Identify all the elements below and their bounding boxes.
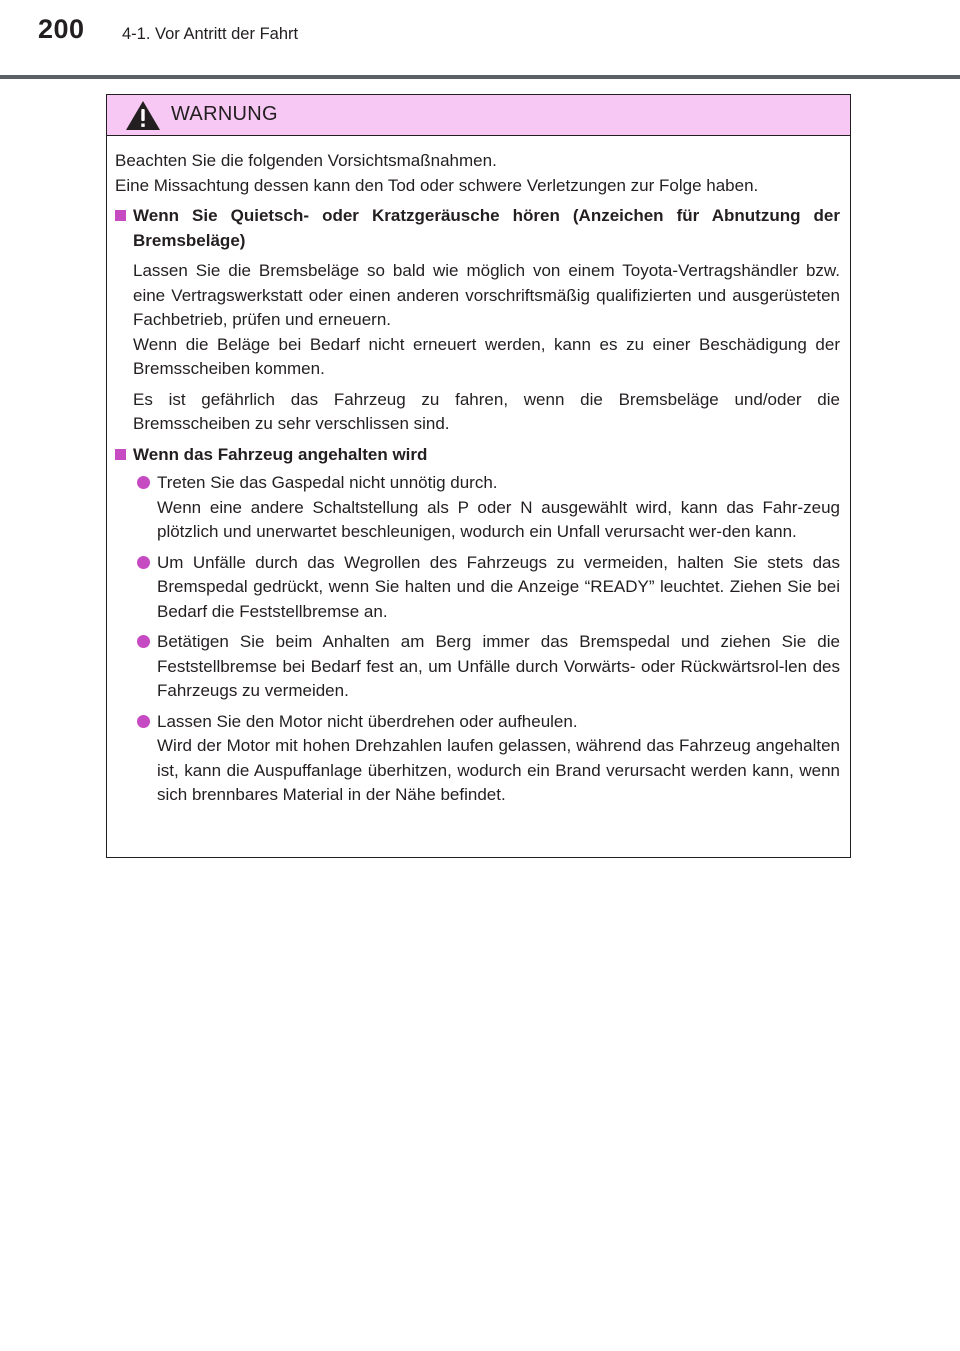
circle-bullet-icon (137, 635, 150, 648)
intro-line: Beachten Sie die folgenden Vorsichtsmaßnahmen. (115, 151, 497, 170)
bullet-line: Treten Sie das Gaspedal nicht unnötig durch. (157, 473, 498, 492)
square-bullet-icon (115, 449, 126, 460)
bullet-line: Betätigen Sie beim Anhalten am Berg immer das Bremspedal und ziehen Sie die Feststellbremse bei Bedarf fest an, um Unfälle durch Vorwärts- oder Rückwärtsrol-len des Fahrzeugs zu vermeiden. (157, 632, 840, 700)
warning-box (106, 94, 851, 858)
square-bullet-icon (115, 210, 126, 221)
bullet-line: Wird der Motor mit hohen Drehzahlen laufen gelassen, während das Fahrzeug angehalten ist, kann die Auspuffanlage überhitzen, wodurch ein Brand verursacht werden kann, wenn sich brennbares Material in der Nähe befindet. (157, 736, 840, 804)
paragraph-line: Wenn die Beläge bei Bedarf nicht erneuert werden, kann es zu einer Beschädigung der Bremsscheiben kommen. (133, 334, 840, 378)
warning-intro (115, 149, 840, 198)
bullet-line: Lassen Sie den Motor nicht überdrehen oder aufheulen. (157, 711, 578, 731)
list-item (137, 630, 840, 704)
section-heading: Wenn das Fahrzeug angehalten wird (115, 443, 840, 468)
section-brake-wear (115, 204, 840, 437)
warning-header (107, 95, 850, 136)
section-vehicle-stopped (115, 443, 840, 808)
paragraph (133, 388, 840, 437)
page-number: 200 (38, 14, 85, 44)
warning-body (107, 136, 850, 808)
bullet-list (137, 471, 840, 808)
intro-line: Eine Missachtung dessen kann den Tod oder schwere Verletzungen zur Folge haben. (115, 175, 759, 195)
list-item (137, 471, 840, 545)
circle-bullet-icon (137, 715, 150, 728)
list-item (137, 551, 840, 625)
circle-bullet-icon (137, 556, 150, 569)
paragraph-line: Lassen Sie die Bremsbeläge so bald wie möglich von einem Toyota-Vertragshändler bzw. eine Vertragswerkstatt oder einen anderen vorschriftsmäßig qualifizierten und ausgerüsteten Fachbetrieb, prüfen und erneuern. (133, 261, 840, 329)
section-title: 4-1. Vor Antritt der Fahrt (122, 25, 299, 43)
list-item (137, 710, 840, 808)
header-divider (0, 75, 960, 79)
bullet-line: Um Unfälle durch das Wegrollen des Fahrzeugs zu vermeiden, halten Sie stets das Bremspedal gedrückt, wenn Sie halten und die Anzeige “READY” leuchtet. Ziehen Sie bei Bedarf die Feststellbremse an. (157, 552, 840, 621)
bullet-line: Wenn eine andere Schaltstellung als P oder N ausgewählt wird, kann das Fahr-zeug plötzlich und unerwartet beschleunigen, wodurch ein Unfall verursacht wer-den kann. (157, 497, 840, 541)
section-heading: Wenn Sie Quietsch- oder Kratzgeräusche hören (Anzeichen für Abnutzung der Bremsbeläge) (115, 204, 840, 253)
circle-bullet-icon (137, 476, 150, 489)
warning-title: WARNUNG (171, 103, 278, 125)
warning-triangle-icon (125, 100, 161, 131)
paragraph (133, 259, 840, 382)
paragraph-line: Es ist gefährlich das Fahrzeug zu fahren, wenn die Bremsbeläge und/oder die Bremsscheiben zu sehr verschlissen sind. (133, 389, 840, 433)
